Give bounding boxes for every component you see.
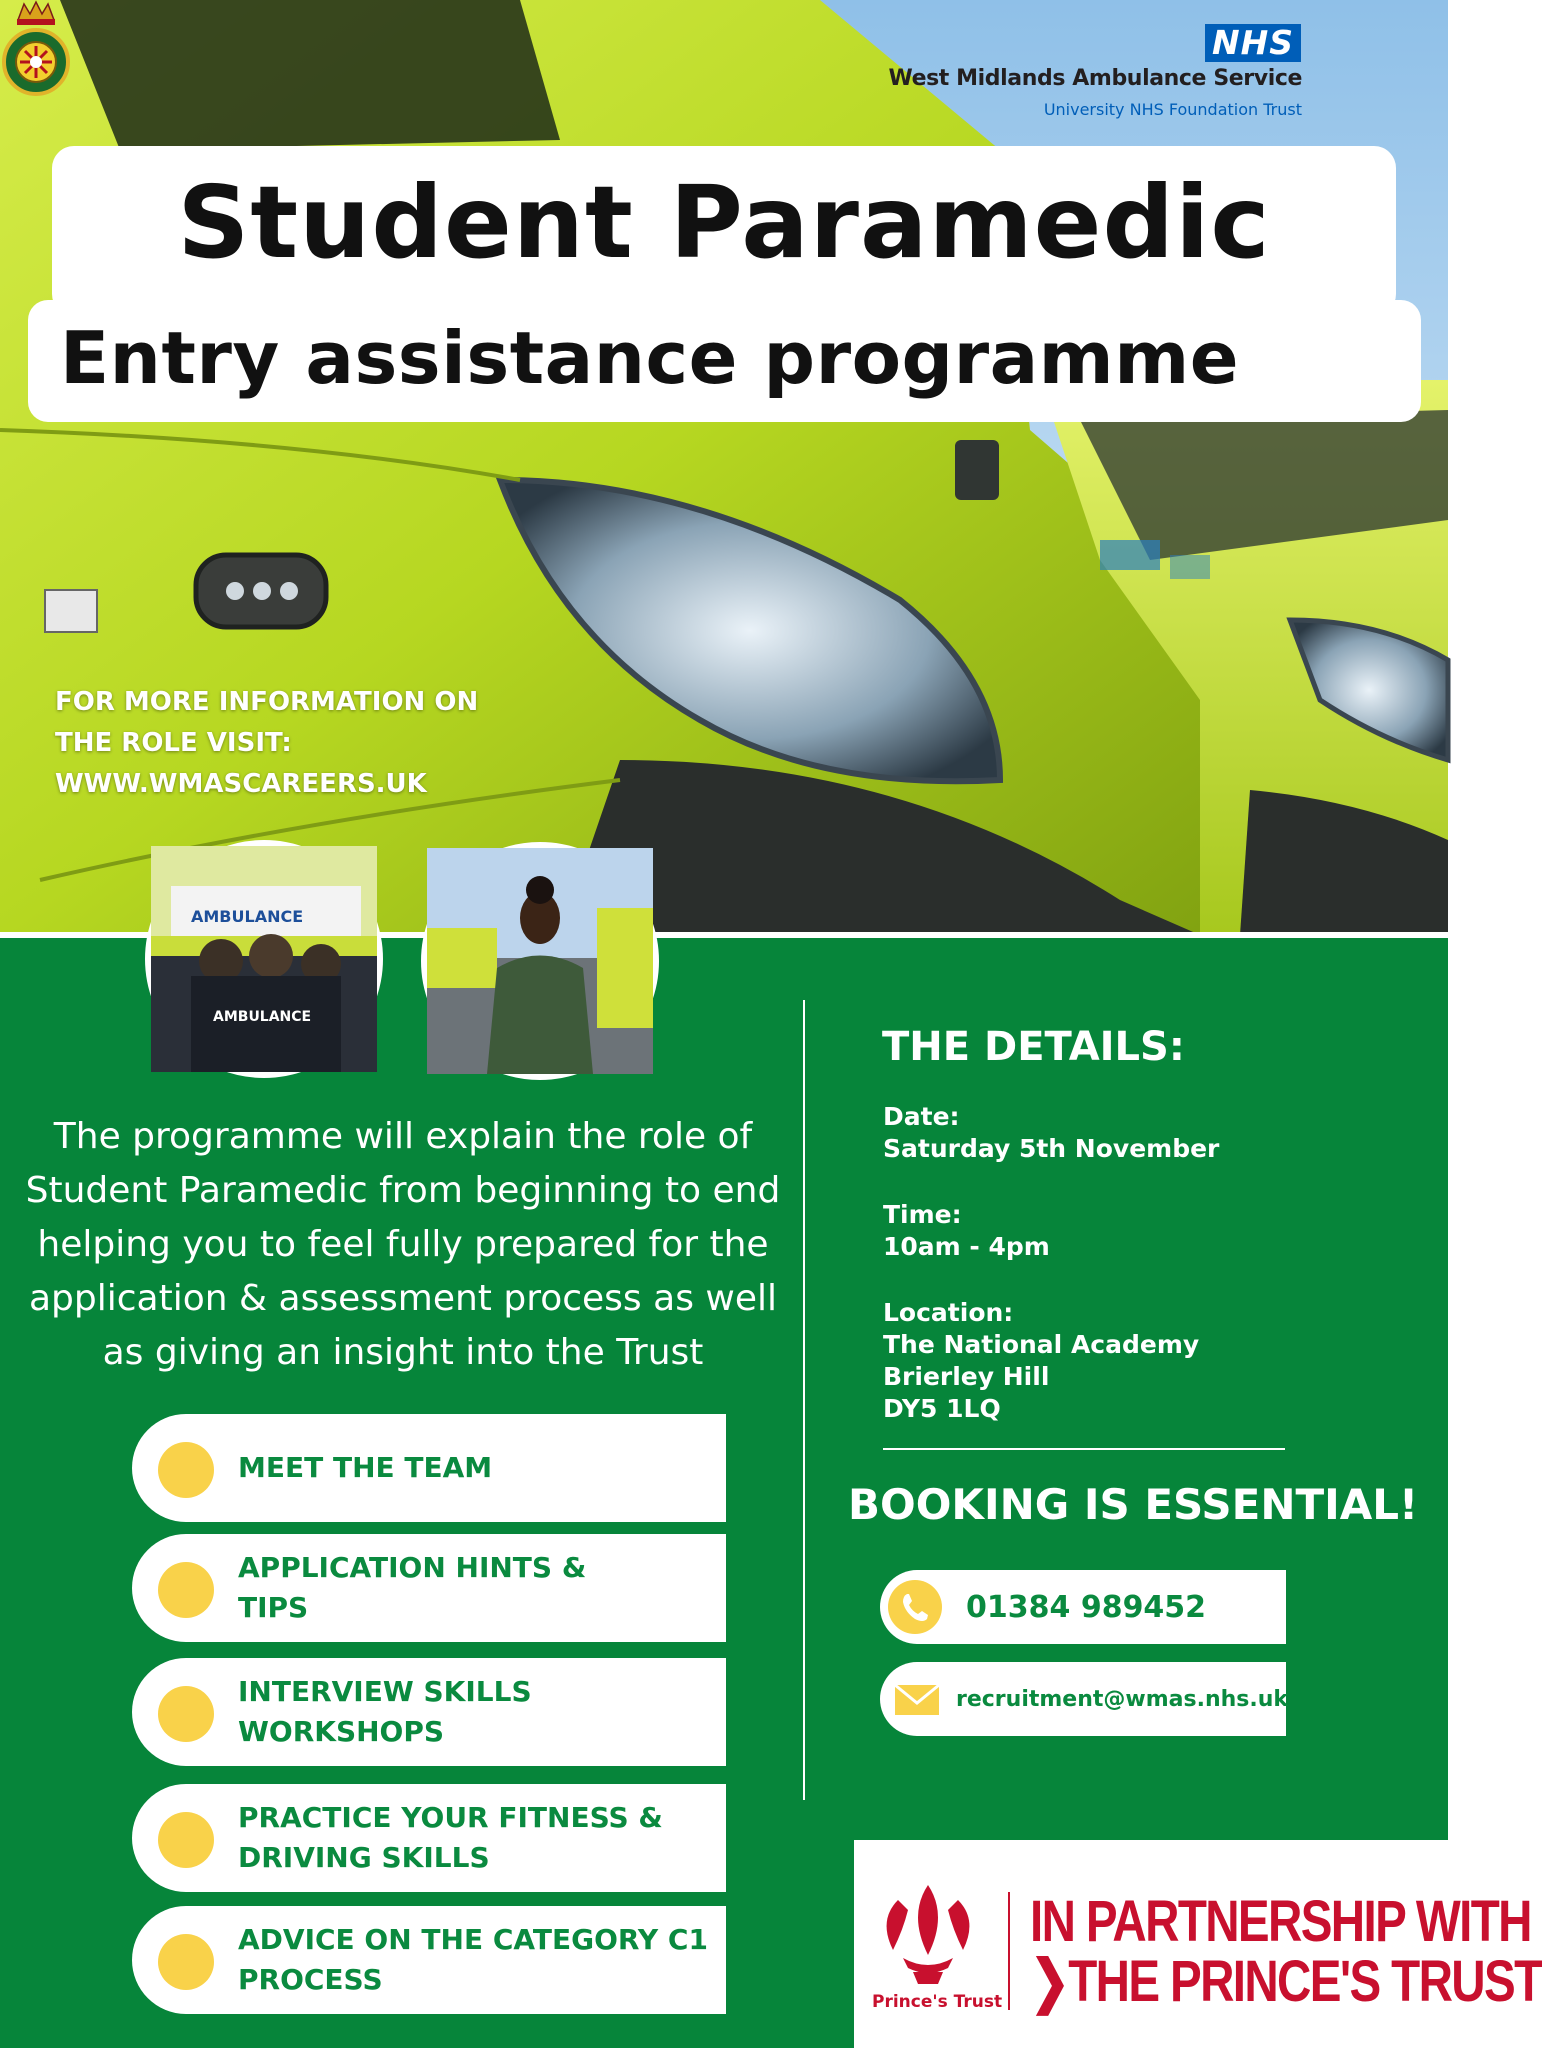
phone-contact[interactable]: [880, 1570, 1286, 1644]
paramedic-photo: [421, 842, 659, 1080]
bullet-dot-icon: [158, 1812, 214, 1868]
bullet-dot-icon: [158, 1442, 214, 1498]
team-photo: [145, 840, 383, 1078]
feature-label-line2: DRIVING SKILLS: [238, 1841, 490, 1874]
feature-label-line1: APPLICATION HINTS &: [238, 1551, 587, 1584]
bullet-dot-icon: [158, 1934, 214, 1990]
svg-text:AMBULANCE: AMBULANCE: [213, 1009, 312, 1025]
bullet-dot-icon: [158, 1562, 214, 1618]
partnership-line2-text: THE PRINCE'S TRUST: [1068, 1949, 1542, 2014]
feature-label: MEET THE TEAM: [238, 1451, 493, 1484]
location-label: Location:: [883, 1298, 1014, 1327]
feature-meet-the-team: [132, 1414, 726, 1522]
feature-label-line2: PROCESS: [238, 1963, 383, 1996]
email-contact[interactable]: [880, 1662, 1289, 1736]
envelope-icon: [894, 1684, 940, 1720]
partnership-line2: ❯THE PRINCE'S TRUST: [1030, 1949, 1542, 2014]
feature-application-hints: [132, 1534, 726, 1642]
more-info-text: [55, 682, 555, 805]
email-address[interactable]: recruitment@wmas.nhs.uk: [956, 1686, 1289, 1712]
phone-number[interactable]: 01384 989452: [966, 1589, 1207, 1625]
phone-icon: [888, 1580, 942, 1634]
details-heading: THE DETAILS:: [882, 1024, 1185, 1070]
trust-name: West Midlands Ambulance Service: [888, 66, 1302, 91]
feature-label-line1: PRACTICE YOUR FITNESS &: [238, 1801, 663, 1834]
date-label: Date:: [883, 1102, 960, 1131]
feature-interview-skills: [132, 1658, 726, 1766]
feature-category-c1: [132, 1906, 726, 2014]
more-info-line2: THE ROLE VISIT:: [55, 728, 292, 758]
page-title: Student Paramedic: [177, 164, 1271, 281]
feature-label-line2: WORKSHOPS: [238, 1715, 445, 1748]
ambulance-hero-photo: [0, 0, 1448, 935]
details-divider: [883, 1448, 1285, 1450]
nhs-logo: NHS: [1205, 24, 1301, 62]
date-value: Saturday 5th November: [883, 1134, 1220, 1163]
partner-divider: [1008, 1892, 1010, 2010]
location-line3: DY5 1LQ: [883, 1394, 1001, 1423]
partnership-banner: [854, 1840, 1542, 2048]
feature-label-line1: ADVICE ON THE CATEGORY C1: [238, 1923, 708, 1956]
bullet-dot-icon: [158, 1686, 214, 1742]
intro-paragraph: The programme will explain the role of Student Paramedic from beginning to end helping you to feel fully prepared for the application & assessment process as well as giving an insight into the Trust: [25, 1116, 781, 1373]
careers-website-link[interactable]: WWW.WMASCAREERS.UK: [55, 769, 427, 799]
partnership-text: [1030, 1889, 1542, 2014]
ambulance-service-crest-icon: [0, 0, 72, 106]
more-info-line1: FOR MORE INFORMATION ON: [55, 687, 479, 717]
svg-text:AMBULANCE: AMBULANCE: [191, 907, 304, 926]
princes-trust-feathers-icon: [868, 1880, 988, 1990]
princes-trust-logo-text: Prince's Trust: [872, 1992, 1003, 2012]
page-subtitle: Entry assistance programme: [60, 316, 1240, 400]
time-value: 10am - 4pm: [883, 1232, 1050, 1261]
booking-notice: BOOKING IS ESSENTIAL!: [848, 1480, 1419, 1529]
feature-label-line2: TIPS: [238, 1591, 309, 1624]
location-line1: The National Academy: [883, 1330, 1200, 1359]
time-label: Time:: [883, 1200, 962, 1229]
feature-label-line1: INTERVIEW SKILLS: [238, 1675, 532, 1708]
feature-fitness-driving: [132, 1784, 726, 1892]
partnership-line1: IN PARTNERSHIP WITH: [1030, 1889, 1531, 1954]
location-line2: Brierley Hill: [883, 1362, 1050, 1391]
column-divider: [803, 1000, 805, 1800]
trust-subtitle: University NHS Foundation Trust: [1043, 100, 1302, 119]
